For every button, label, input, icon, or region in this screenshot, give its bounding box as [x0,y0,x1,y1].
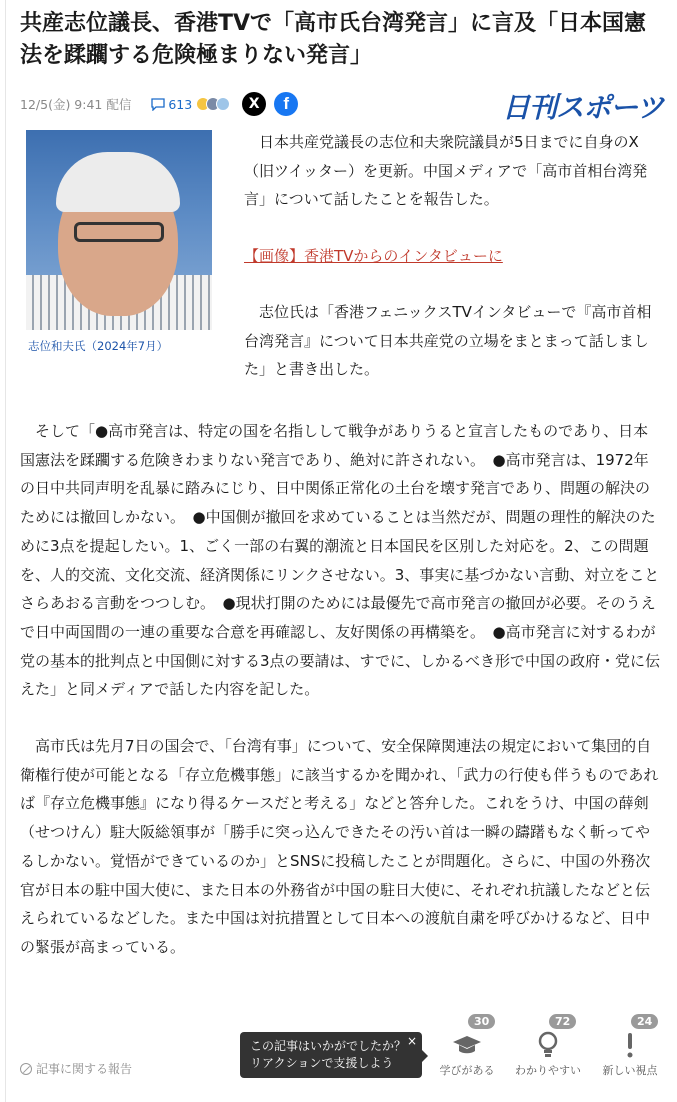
reaction-count-badge: 24 [631,1014,658,1029]
comment-count-link[interactable] [151,97,192,112]
share-facebook-button[interactable]: f [274,92,298,116]
left-border [5,0,6,1102]
publisher-logo[interactable]: 日刊スポーツ [502,92,663,123]
article-container [20,0,663,124]
reaction-label: 学びがある [439,1064,495,1077]
tooltip-line-1: この記事はいかがでしたか？ [250,1039,407,1053]
report-icon [20,1063,32,1075]
comment-count: 613 [168,96,193,112]
exclamation-icon [595,1030,665,1060]
reaction-tooltip [240,1032,422,1078]
article-title: 共産志位議長、香港TVで「高市氏台湾発言」に言及「日本国憲法を蹂躙する危険極まりない発言」 [20,11,647,68]
image-link[interactable]: 【画像】香港TVからのインタビューに [244,246,503,265]
graduation-cap-icon [432,1030,502,1060]
tooltip-line-2: リアクションで支援しよう [250,1056,394,1070]
body-paragraph: そして「●高市発言は、特定の国を名指しして戦争がありうると宣言したものであり、日本国憲法を蹂躙する危険きわまりない発言であり、絶対に許されない。 ●高市発言は、1972年の日中共同声明を乱暴に踏みにじり、日中関係正常化の土台を壊す発言であり、問題の解決のためには撤回しかない。 ●中国側が撤回を求めていることは当然だが、問題の理性的解決のために3点を提起したい。1、ごく一部の右翼的潮流と日本国民を区別した対応を。2、この問題を、人的交流、文化交流、経済関係にリンクさせない。3、事実に基づかない言動、対立をことさらあおる言動をつつしむ。 ●現状打開のためには最優先で高市発言の撤回が必要。そのうえで日中両国間の一連の重要な合意を再確認し、友好関係の再構築を。 ●高市発言に対するわが党の基本的批判点と中国側に対する3点の要請は、すでに、しかるべき形で中国の政府・党に伝えた」と同メディアで話した内容を記した。 [20,422,660,699]
lightbulb-icon [513,1030,583,1060]
reaction-new-perspective-button[interactable] [595,1015,665,1078]
lead-paragraph-2: 志位氏は「香港フェニックスTVインタビューで『高市首相台湾発言』について日本共産党の立場をまとまって話しました」と書き出した。 [244,303,652,378]
reaction-understandable-button[interactable] [513,1015,583,1078]
reaction-label: わかりやすい [515,1064,581,1077]
photo-caption: 志位和夫氏（2024年7月） [28,339,169,353]
share-x-button[interactable]: X [242,92,266,116]
reaction-label: 新しい視点 [602,1064,658,1077]
comment-icon [151,98,165,111]
image-link-paragraph [244,242,663,271]
article-photo-figure [26,130,212,354]
emoji-icon [216,97,230,111]
lead-section [244,128,663,384]
reaction-count-badge: 72 [549,1014,576,1029]
article-footer [20,1012,663,1092]
body-paragraph: 高市氏は先月7日の国会で、「台湾有事」について、安全保障関連法の規定において集団的自衛権行使が可能となる「存立危機事態」に該当するかを聞かれ、「武力の行使も伴うものであれば『存立危機事態』になり得るケースだと考える」などと答弁した。これをうけ、中国の薛剣（せつけん）駐大阪総領事が「勝手に突っ込んできたその汚い首は一瞬の躊躇もなく斬ってやるしかない。覚悟ができているのか」とSNSに投稿したことが問題化。さらに、中国の外務次官が日本の駐中国大使に、また日本の外務省が中国の駐日大使に、それぞれ抗議したなどと伝えられているなどした。また中国は対抗措置として日本への渡航自粛を呼びかけるなど、日中の緊張が高まっている。 [20,737,659,956]
reaction-emoji-stack [196,97,230,111]
article-meta [20,84,663,124]
report-label: 記事に関する報告 [36,1062,133,1076]
report-article-link[interactable] [20,1060,132,1077]
article-photo[interactable] [26,130,212,330]
article-body [20,417,663,990]
reaction-learning-button[interactable] [432,1015,502,1078]
tooltip-close-icon[interactable]: × [406,1034,417,1048]
publish-date: 12/5(金) 9:41 配信 [20,97,132,112]
lead-paragraph: 日本共産党議長の志位和夫衆院議員が5日までに自身のX（旧ツイッター）を更新。中国メディアで「高市首相台湾発言」について話したことを報告した。 [244,133,648,208]
reaction-count-badge: 30 [468,1014,495,1029]
